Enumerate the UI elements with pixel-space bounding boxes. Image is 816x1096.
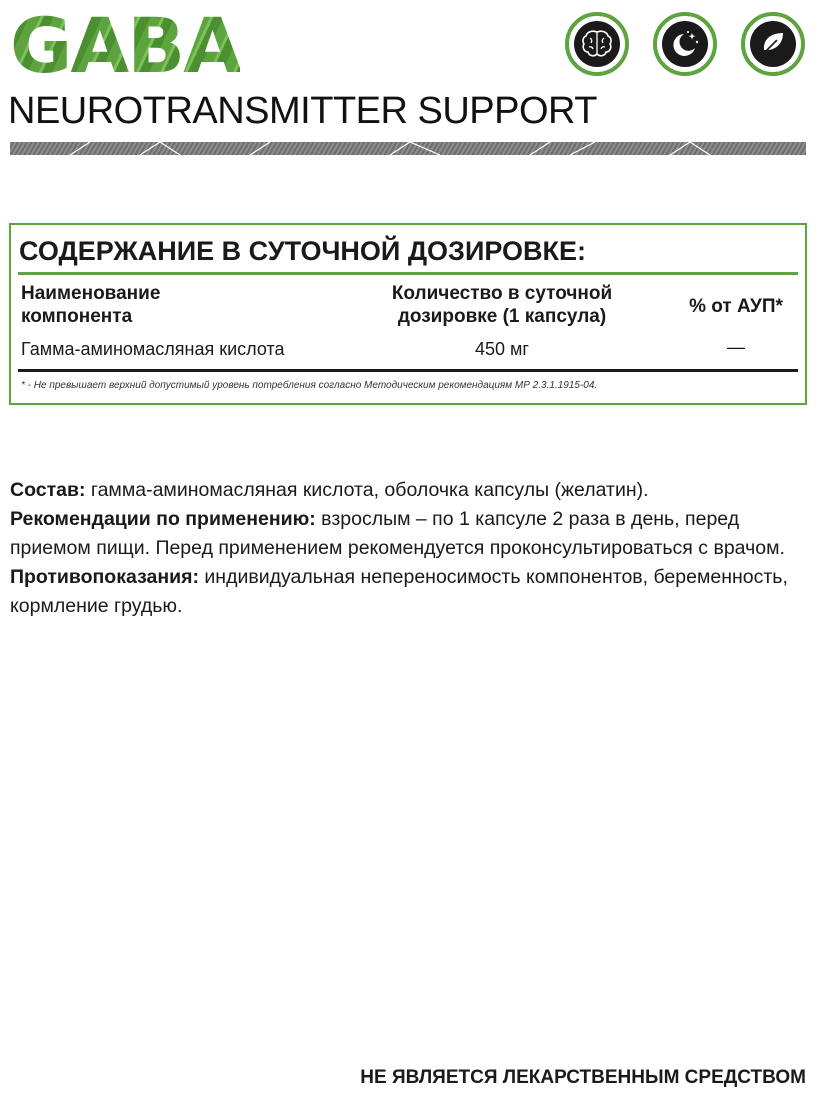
leaf-icon [741,12,805,76]
contraindications [10,563,810,621]
moon-stars-icon [653,12,717,76]
footnote: * - Не превышает верхний допустимый уровень потребления согласно Методическим рекомендациям МР 2.3.1.1915-04. [21,380,598,391]
disclaimer: НЕ ЯВЛЯЕТСЯ ЛЕКАРСТВЕННЫМ СРЕДСТВОМ [360,1067,806,1088]
brain-icon [565,12,629,76]
usage-text: взрослым – по 1 капсуле 2 раза в день, перед приемом пищи. Перед применением рекомендуется проконсультироваться с врачом. [10,508,785,559]
contra-label: Противопоказания: [10,566,199,588]
column-header-name [21,282,160,328]
column-header-name-line1: Наименование [21,283,161,304]
row-name: Гамма-аминомасляная кислота [21,339,285,359]
column-header-name-line2: компонента [21,306,133,327]
row-percent: — [727,337,745,357]
divider [18,272,798,275]
composition [10,476,810,505]
column-header-amount [367,282,637,328]
brand-logo: GABA [10,1,240,90]
decorative-stripe [10,142,806,155]
product-info [10,476,810,621]
contra-text: индивидуальная непереносимость компонентов, беременность, кормление грудью. [10,566,788,617]
usage [10,505,810,563]
dosage-panel [9,223,807,405]
composition-label: Состав: [10,479,86,501]
stripe-pattern [10,142,806,155]
column-header-amount-line2: дозировке (1 капсула) [397,306,607,327]
row-amount: 450 мг [475,339,529,359]
composition-text: гамма-аминомасляная кислота, оболочка капсулы (желатин). [85,479,649,501]
column-header-percent: % от АУП* [689,296,783,317]
usage-label: Рекомендации по применению: [10,508,316,530]
column-header-amount-line1: Количество в суточной [391,283,613,304]
dosage-title: СОДЕРЖАНИЕ В СУТОЧНОЙ ДОЗИРОВКЕ: [19,236,587,266]
divider [18,369,798,372]
product-subtitle: NEUROTRANSMITTER SUPPORT [8,90,598,132]
